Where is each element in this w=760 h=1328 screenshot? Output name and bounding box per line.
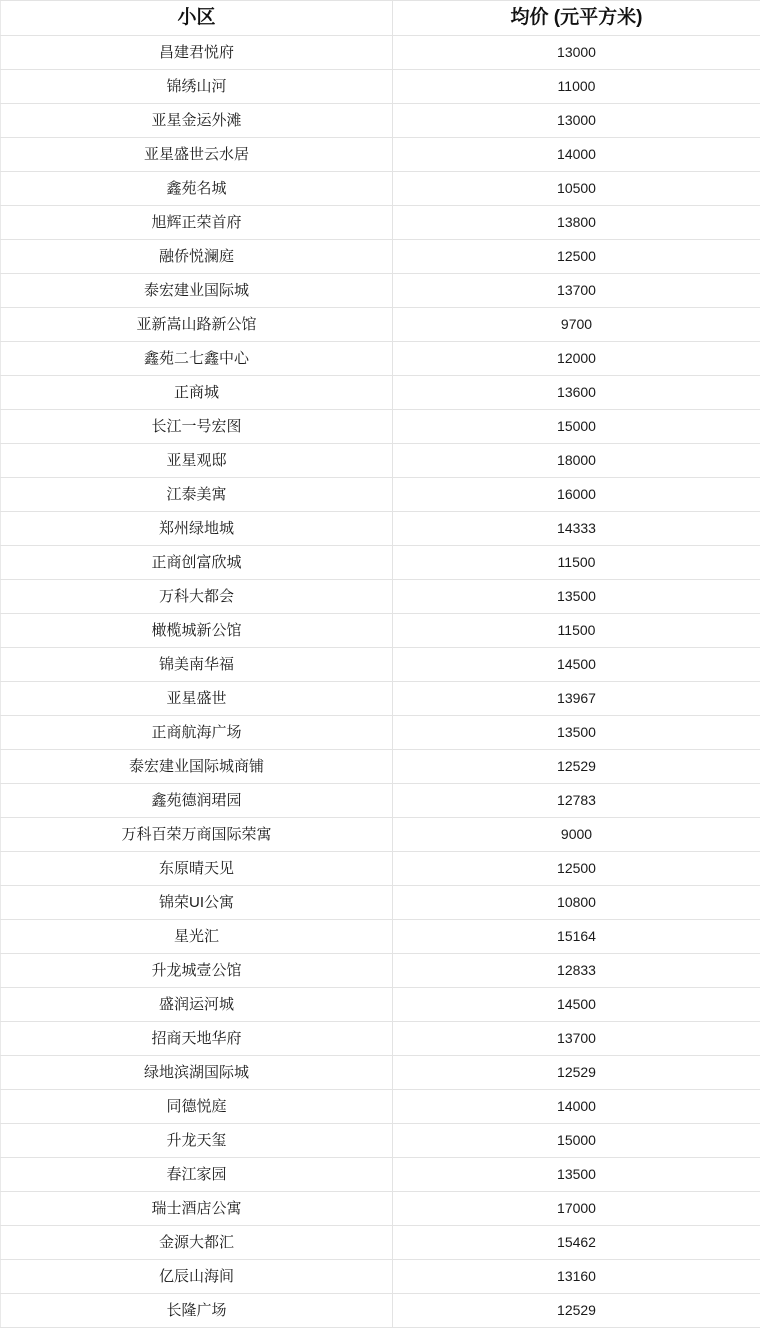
table-row [1,1022,760,1056]
community-name-cell: 亚星观邸 [1,444,393,478]
table-row [1,206,760,240]
community-name-cell: 升龙天玺 [1,1124,393,1158]
table-row [1,682,760,716]
average-price-cell: 12529 [393,750,760,784]
average-price-cell: 12833 [393,954,760,988]
table-row [1,886,760,920]
table-row [1,1158,760,1192]
community-name-cell: 绿地滨湖国际城 [1,1056,393,1090]
table-row [1,1260,760,1294]
average-price-cell: 13500 [393,1158,760,1192]
community-name-cell: 亚星盛世云水居 [1,138,393,172]
table-row [1,1090,760,1124]
community-name-cell: 郑州绿地城 [1,512,393,546]
average-price-cell: 15000 [393,1124,760,1158]
table-body [1,36,760,1328]
average-price-cell: 11500 [393,614,760,648]
average-price-cell: 15164 [393,920,760,954]
average-price-cell: 12000 [393,342,760,376]
community-name-cell: 昌建君悦府 [1,36,393,70]
community-name-cell: 泰宏建业国际城 [1,274,393,308]
community-name-cell: 橄榄城新公馆 [1,614,393,648]
table-row [1,444,760,478]
community-name-cell: 亿辰山海间 [1,1260,393,1294]
table-row [1,138,760,172]
average-price-cell: 13600 [393,376,760,410]
table-row [1,818,760,852]
community-name-cell: 亚星金运外滩 [1,104,393,138]
community-name-cell: 亚新嵩山路新公馆 [1,308,393,342]
table-row [1,1192,760,1226]
table-row [1,478,760,512]
average-price-cell: 13700 [393,274,760,308]
community-name-cell: 招商天地华府 [1,1022,393,1056]
community-name-cell: 万科百荣万商国际荣寓 [1,818,393,852]
average-price-cell: 11500 [393,546,760,580]
average-price-cell: 10800 [393,886,760,920]
table-row [1,172,760,206]
table-row [1,512,760,546]
average-price-cell: 13000 [393,36,760,70]
average-price-cell: 11000 [393,70,760,104]
community-name-cell: 瑞士酒店公寓 [1,1192,393,1226]
average-price-cell: 12529 [393,1056,760,1090]
average-price-cell: 15000 [393,410,760,444]
average-price-cell: 13000 [393,104,760,138]
table-row [1,36,760,70]
community-name-cell: 亚星盛世 [1,682,393,716]
table-row [1,308,760,342]
community-name-cell: 盛润运河城 [1,988,393,1022]
table-row [1,70,760,104]
community-name-cell: 江泰美寓 [1,478,393,512]
average-price-cell: 13967 [393,682,760,716]
average-price-cell: 13700 [393,1022,760,1056]
average-price-cell: 14500 [393,988,760,1022]
community-name-cell: 锦荣UI公寓 [1,886,393,920]
community-name-cell: 旭辉正荣首府 [1,206,393,240]
community-name-cell: 泰宏建业国际城商铺 [1,750,393,784]
average-price-cell: 18000 [393,444,760,478]
average-price-cell: 10500 [393,172,760,206]
community-name-cell: 升龙城壹公馆 [1,954,393,988]
table-row [1,274,760,308]
community-name-cell: 锦绣山河 [1,70,393,104]
table-row [1,342,760,376]
average-price-cell: 9700 [393,308,760,342]
average-price-cell: 13500 [393,716,760,750]
table-row [1,920,760,954]
community-name-cell: 鑫苑名城 [1,172,393,206]
table-row [1,750,760,784]
table-header [1,1,760,36]
community-name-cell: 正商创富欣城 [1,546,393,580]
table-header-row [1,1,760,36]
community-name-cell: 正商城 [1,376,393,410]
average-price-cell: 15462 [393,1226,760,1260]
table-row [1,104,760,138]
table-row [1,614,760,648]
community-name-cell: 正商航海广场 [1,716,393,750]
average-price-cell: 13160 [393,1260,760,1294]
community-name-cell: 长江一号宏图 [1,410,393,444]
table-row [1,410,760,444]
average-price-cell: 14500 [393,648,760,682]
average-price-cell: 14000 [393,138,760,172]
table-row [1,648,760,682]
table-row [1,1056,760,1090]
table-row [1,988,760,1022]
community-name-cell: 融侨悦澜庭 [1,240,393,274]
community-name-cell: 东原晴天见 [1,852,393,886]
average-price-cell: 17000 [393,1192,760,1226]
average-price-cell: 13500 [393,580,760,614]
community-name-cell: 金源大都汇 [1,1226,393,1260]
table-row [1,1226,760,1260]
community-name-cell: 同德悦庭 [1,1090,393,1124]
table-row [1,376,760,410]
table-row [1,784,760,818]
average-price-cell: 12500 [393,240,760,274]
community-name-cell: 鑫苑二七鑫中心 [1,342,393,376]
average-price-cell: 12783 [393,784,760,818]
table-row [1,1294,760,1328]
average-price-cell: 16000 [393,478,760,512]
table-row [1,546,760,580]
table-row [1,852,760,886]
average-price-cell: 9000 [393,818,760,852]
column-header-community: 小区 [1,1,393,36]
community-name-cell: 长隆广场 [1,1294,393,1328]
community-name-cell: 星光汇 [1,920,393,954]
community-name-cell: 锦美南华福 [1,648,393,682]
average-price-cell: 14333 [393,512,760,546]
table-row [1,954,760,988]
table-row [1,240,760,274]
community-name-cell: 春江家园 [1,1158,393,1192]
table-row [1,1124,760,1158]
average-price-cell: 12500 [393,852,760,886]
average-price-cell: 14000 [393,1090,760,1124]
column-header-average-price: 均价 (元平方米) [393,1,760,36]
community-name-cell: 鑫苑德润珺园 [1,784,393,818]
community-name-cell: 万科大都会 [1,580,393,614]
table-row [1,716,760,750]
table-row [1,580,760,614]
average-price-cell: 13800 [393,206,760,240]
average-price-cell: 12529 [393,1294,760,1328]
